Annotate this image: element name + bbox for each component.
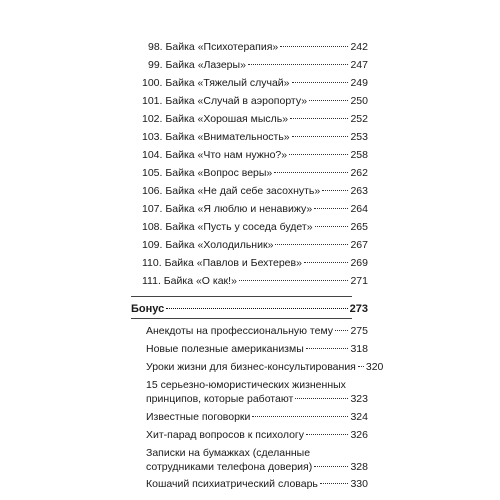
toc-entry-title: 107. Байка «Я люблю и ненавижу» — [142, 203, 313, 215]
toc-entry-page: 249 — [350, 77, 368, 89]
toc-entry[interactable] — [142, 184, 368, 198]
toc-entry-page: 318 — [350, 343, 368, 355]
dot-leader — [309, 100, 348, 101]
toc-entry-title: 106. Байка «Не дай себе засохнуть» — [142, 185, 321, 197]
toc-entry-title: 108. Байка «Пусть у соседа будет» — [142, 221, 313, 233]
toc-entry-title: Хит-парад вопросов к психологу — [146, 429, 305, 441]
toc-entry[interactable] — [142, 130, 368, 144]
toc-entry-title: 110. Байка «Павлов и Бехтерев» — [142, 257, 302, 269]
toc-entry[interactable] — [142, 256, 368, 270]
toc-entry-title: 100. Байка «Тяжелый случай» — [142, 77, 290, 89]
dot-leader — [295, 398, 348, 399]
toc-entry-page: 269 — [350, 257, 368, 269]
toc-entry-title: Уроки жизни для бизнес-консультирования — [146, 361, 356, 373]
toc-entry-page: 328 — [350, 461, 368, 473]
toc-entry[interactable] — [142, 238, 368, 252]
toc-entry-title-line1: Записки на бумажках (сделанные — [146, 447, 311, 459]
toc-entry[interactable] — [146, 392, 368, 406]
toc-entry[interactable] — [142, 76, 368, 90]
toc-entry[interactable] — [142, 148, 368, 162]
toc-entry-page: 263 — [350, 185, 368, 197]
toc-entry-title: 99. Байка «Лазеры» — [148, 59, 246, 71]
toc-entry[interactable] — [146, 410, 368, 424]
toc-entry[interactable] — [146, 477, 368, 491]
toc-entry[interactable] — [148, 40, 368, 54]
dot-leader — [335, 330, 348, 331]
dot-leader — [306, 348, 349, 349]
dot-leader — [252, 416, 348, 417]
dot-leader — [314, 208, 348, 209]
toc-entry-page: 323 — [350, 393, 368, 405]
toc-entry-page: 271 — [350, 275, 368, 287]
toc-entry-page: 324 — [350, 411, 368, 423]
toc-entry-title: 104. Байка «Что нам нужно?» — [142, 149, 288, 161]
toc-entry-page: 252 — [350, 113, 368, 125]
toc-entry[interactable] — [142, 274, 368, 288]
toc-entry[interactable] — [146, 428, 368, 442]
toc-entry[interactable] — [142, 94, 368, 108]
section-rule — [131, 318, 352, 319]
toc-entry-page: 250 — [350, 95, 368, 107]
dot-leader — [292, 82, 349, 83]
toc-entry[interactable] — [146, 342, 368, 356]
toc-entry-page: 264 — [350, 203, 368, 215]
toc-entry-page: 247 — [350, 59, 368, 71]
toc-entry-page: 258 — [350, 149, 368, 161]
toc-entry-title: 109. Байка «Холодильник» — [142, 239, 274, 251]
dot-leader — [358, 366, 364, 367]
toc-entry-title: 111. Байка «О как!» — [142, 275, 237, 287]
toc-entry-title: 103. Байка «Внимательность» — [142, 131, 290, 143]
toc-entry[interactable] — [146, 360, 384, 374]
toc-entry[interactable] — [146, 460, 368, 474]
toc-entry[interactable] — [142, 220, 368, 234]
dot-leader — [304, 262, 349, 263]
toc-entry[interactable] — [146, 324, 368, 338]
toc-entry-page: 330 — [350, 478, 368, 490]
dot-leader — [320, 483, 349, 484]
toc-entry-title: принципов, которые работают — [146, 393, 294, 405]
toc-entry-title-line1: 15 серьезно-юмористических жизненных — [146, 379, 346, 391]
toc-section-bonus[interactable] — [131, 302, 368, 316]
toc-entry[interactable] — [142, 166, 368, 180]
dot-leader — [166, 308, 347, 309]
toc-entry-title: Анекдоты на профессиональную тему — [146, 325, 334, 337]
dot-leader — [290, 118, 348, 119]
section-rule — [131, 296, 352, 297]
dot-leader — [274, 172, 348, 173]
dot-leader — [322, 190, 348, 191]
dot-leader — [315, 226, 349, 227]
toc-entry-title: 98. Байка «Психотерапия» — [148, 41, 279, 53]
toc-entry-title: Известные поговорки — [146, 411, 251, 423]
toc-section-page: 273 — [349, 303, 368, 315]
dot-leader — [314, 466, 348, 467]
toc-entry-title: 102. Байка «Хорошая мысль» — [142, 113, 289, 125]
toc-section-title: Бонус — [131, 303, 165, 315]
toc-entry-title: 105. Байка «Вопрос веры» — [142, 167, 273, 179]
toc-entry-title: Новые полезные американизмы — [146, 343, 304, 355]
toc-entry-page: 267 — [350, 239, 368, 251]
toc-entry-page: 320 — [365, 361, 384, 373]
dot-leader — [292, 136, 349, 137]
toc-entry-page: 262 — [350, 167, 368, 179]
toc-entry-page: 242 — [350, 41, 368, 53]
dot-leader — [280, 46, 348, 47]
toc-entry[interactable] — [142, 202, 368, 216]
toc-entry-page: 253 — [350, 131, 368, 143]
toc-entry-title: Кошачий психиатрический словарь — [146, 478, 318, 490]
dot-leader — [248, 64, 349, 65]
toc-entry-page: 326 — [350, 429, 368, 441]
toc-entry-page: 265 — [350, 221, 368, 233]
toc-entry-page: 275 — [350, 325, 368, 337]
dot-leader — [275, 244, 348, 245]
toc-entry-title: 101. Байка «Случай в аэропорту» — [142, 95, 308, 107]
toc-entry[interactable] — [148, 58, 368, 72]
toc-entry-title: сотрудниками телефона доверия) — [146, 461, 313, 473]
toc-entry[interactable] — [142, 112, 368, 126]
dot-leader — [289, 154, 348, 155]
dot-leader — [239, 280, 349, 281]
dot-leader — [306, 434, 348, 435]
